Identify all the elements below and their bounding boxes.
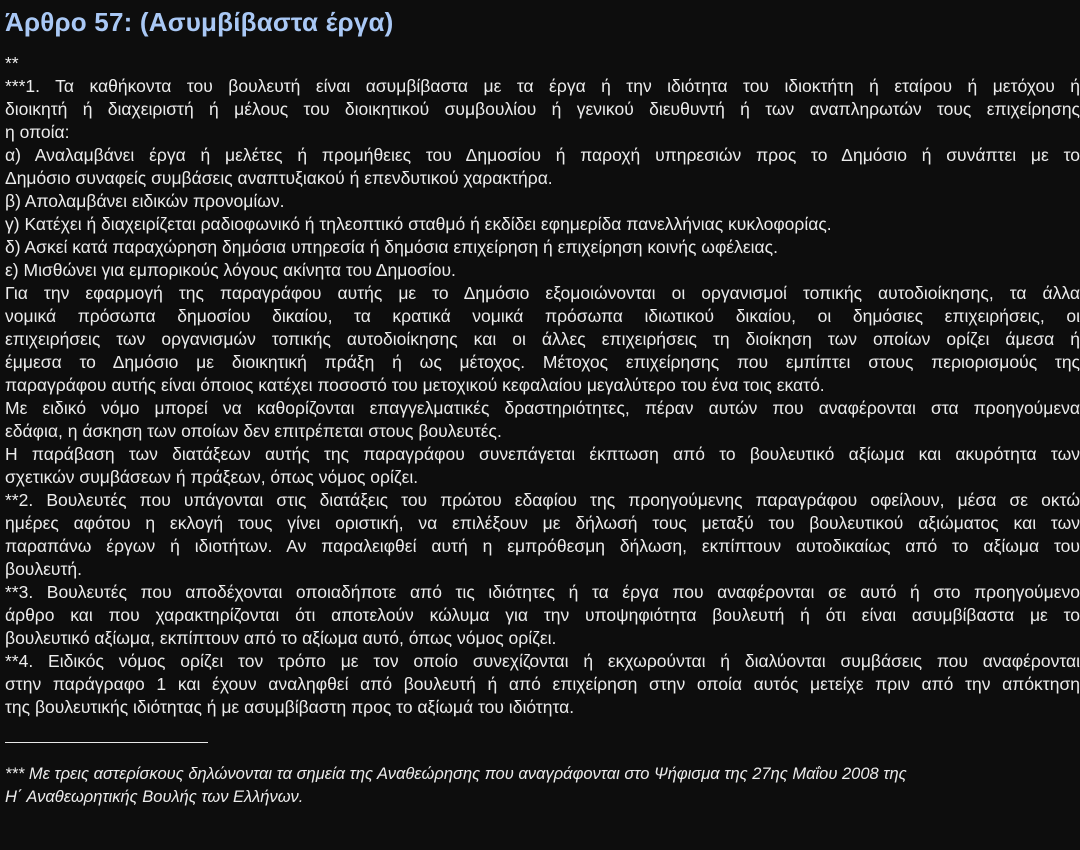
article-text-line: άρθρο και που χαρακτηρίζονται ότι αποτελούν κώλυμα για την υποψηφιότητα βουλευτή ή ότι είναι ασυμβίβαστα με το [5,605,1080,625]
article-text-line: διοικητή ή διαχειριστή ή μέλους του διοικητικού συμβουλίου ή γενικού διευθυντή ή των αναπληρωτών τους επιχείρησης [5,99,1080,119]
article-body [5,52,1080,719]
article-text-line: επιχειρήσεις των οργανισμών τοπικής αυτοδιοίκησης και οι άλλες επιχειρήσεις τη διοίκηση των οποίων ορίζει άμεσα ή [5,329,1080,349]
article-text-line: ημέρες αφότου η εκλογή τους γίνει οριστική, να επιλέξουν με δήλωσή τους μεταξύ του βουλευτικού αξιώματος και των [5,513,1080,533]
article-text-line: παραγράφου αυτής είναι όποιος κατέχει ποσοστό του μετοχικού κεφαλαίου μεγαλύτερο του ένα τοις εκατό. [5,375,825,395]
article-text-line: ** [5,53,19,73]
article-text-line: η οποία: [5,122,70,142]
article-text-line: **3. Βουλευτές που αποδέχονται οποιαδήποτε από τις ιδιότητες ή τα έργα που αναφέρονται σε αυτό ή στο προηγούμενο [5,582,1080,602]
article-text-line: της βουλευτικής ιδιότητας ή με ασυμβίβαστη προς το αξίωμά του ιδιότητα. [5,697,575,717]
article-text-line: ε) Μισθώνει για εμπορικούς λόγους ακίνητα του Δημοσίου. [5,260,456,280]
article-text-line: β) Απολαμβάνει ειδικών προνομίων. [5,191,285,211]
article-text-line: Η παράβαση των διατάξεων αυτής της παραγράφου συνεπάγεται έκπτωση από το βουλευτικό αξίωμα και ακυρότητα των [5,444,1080,464]
article-title: Άρθρο 57: (Ασυμβίβαστα έργα) [5,7,394,37]
article-text-line: ***1. Τα καθήκοντα του βουλευτή είναι ασυμβίβαστα με τα έργα ή την ιδιότητα του ιδιοκτήτη ή εταίρου ή μετόχου ή [5,76,1080,96]
article-text-line: εδάφια, η άσκηση των οποίων δεν επιτρέπεται στους βουλευτές. [5,421,502,441]
article-text-line: νομικά πρόσωπα δημοσίου δικαίου, τα κρατικά νομικά πρόσωπα ιδιωτικού δικαίου, οι δημόσιες επιχειρήσεις, οι [5,306,1080,326]
footnote-line: *** Με τρεις αστερίσκους δηλώνονται τα σημεία της Αναθεώρησης που αναγράφονται στο Ψήφισμα της 27ης Μαΐου 2008 της [5,765,907,783]
footnote [5,763,1080,809]
article-text-line: σχετικών συμβάσεων ή πράξεων, όπως νόμος ορίζει. [5,467,419,487]
article-text-line: δ) Ασκεί κατά παραχώρηση δημόσια υπηρεσία ή δημόσια επιχείρηση ή επιχείρηση κοινής ωφέλειας. [5,237,778,257]
article-text-line: Για την εφαρμογή της παραγράφου αυτής με το Δημόσιο εξομοιώνονται οι οργανισμοί τοπικής αυτοδιοίκησης, τα άλλα [5,283,1080,303]
article-text-line: α) Αναλαμβάνει έργα ή μελέτες ή προμήθειες του Δημοσίου ή παροχή υπηρεσιών προς το Δημόσιο ή συνάπτει με το [5,145,1080,165]
article-text-line: βουλευτικό αξίωμα, εκπίπτουν από το αξίωμα αυτό, όπως νόμος ορίζει. [5,628,557,648]
article-text-line: Δημόσιο συναφείς συμβάσεις αναπτυξιακού ή επενδυτικού χαρακτήρα. [5,168,553,188]
article-text-line: **4. Ειδικός νόμος ορίζει τον τρόπο με τον οποίο συνεχίζονται ή εκχωρούνται ή διαλύονται συμβάσεις που αναφέρονται [5,651,1080,671]
footnote-separator [5,742,208,743]
article-text-line: βουλευτή. [5,559,82,579]
article-text-line: γ) Κατέχει ή διαχειρίζεται ραδιοφωνικό ή τηλεοπτικό σταθμό ή εκδίδει εφημερίδα πανελλήνιας κυκλοφορίας. [5,214,832,234]
footnote-line: Η΄ Αναθεωρητικής Βουλής των Ελλήνων. [5,788,304,806]
article-text-line: στην παράγραφο 1 και έχουν αναληφθεί από βουλευτή ή από επιχείρηση στην οποία αυτός μετείχε πριν από την απόκτηση [5,674,1080,694]
article-text-line: **2. Βουλευτές που υπάγονται στις διατάξεις του πρώτου εδαφίου της προηγούμενης παραγράφου οφείλουν, μέσα σε οκτώ [5,490,1080,510]
article-text-line: Με ειδικό νόμο μπορεί να καθορίζονται επαγγελματικές δραστηριότητες, πέραν αυτών που αναφέρονται στα προηγούμενα [5,398,1080,418]
article-text-line: παραπάνω έργων ή ιδιοτήτων. Αν παραλειφθεί αυτή η εμπρόθεσμη δήλωση, εκπίπτουν αυτοδικαίως από το αξίωμα του [5,536,1080,556]
article-text-line: έμμεσα το Δημόσιο με διοικητική πράξη ή ως μέτοχος. Μέτοχος επιχείρησης που εμπίπτει στους περιορισμούς της [5,352,1080,372]
